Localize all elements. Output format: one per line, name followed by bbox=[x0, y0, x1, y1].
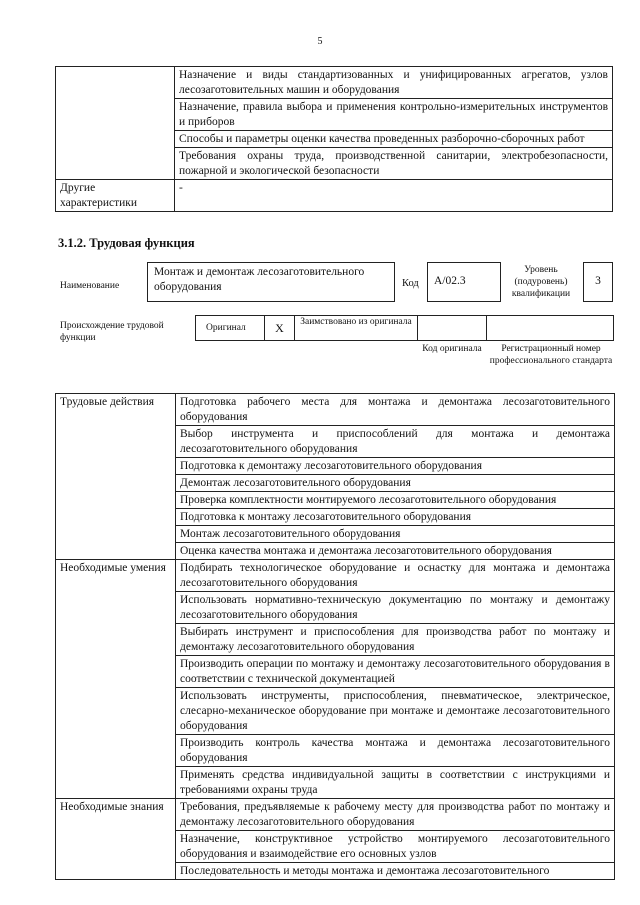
reg-number-label: Регистрационный номер профессионального стандарта bbox=[489, 344, 613, 366]
table-row: Проверка комплектности монтируемого лесозаготовительного оборудования bbox=[176, 492, 615, 509]
section-heading: 3.1.2. Трудовая функция bbox=[58, 236, 195, 250]
table-row: Использовать инструменты, приспособления, пневматическое, электрическое, слесарно-механическое оборудование при монтаже и демонтаже лесозаготовительного оборудования bbox=[176, 688, 615, 735]
labor-function-table bbox=[55, 393, 615, 880]
other-characteristics-value: - bbox=[175, 180, 613, 212]
code-label: Код bbox=[402, 278, 419, 289]
table-row: Последовательность и методы монтажа и демонтажа лесозаготовительного bbox=[176, 863, 615, 880]
table-row: Выбор инструмента и приспособлений для монтажа и демонтажа лесозаготовительного оборудования bbox=[176, 426, 615, 458]
function-name-value: Монтаж и демонтаж лесозаготовительного оборудования bbox=[154, 266, 365, 293]
table-row: Назначение, конструктивное устройство монтируемого лесозаготовительного оборудования и взаимодействие его основных узлов bbox=[176, 831, 615, 863]
table-row: Подготовка к демонтажу лесозаготовительного оборудования bbox=[176, 458, 615, 475]
table-row: Монтаж лесозаготовительного оборудования bbox=[176, 526, 615, 543]
table-row: Производить операции по монтажу и демонтажу лесозаготовительного оборудования в соответствии с технической документацией bbox=[176, 656, 615, 688]
table-row: Использовать нормативно-техническую документацию по монтажу и демонтажу лесозаготовительного оборудования bbox=[176, 592, 615, 624]
table-row: Оценка качества монтажа и демонтажа лесозаготовительного оборудования bbox=[176, 543, 615, 560]
table-row: Назначение и виды стандартизованных и унифицированных агрегатов, узлов лесозаготовительных машин и оборудования bbox=[175, 67, 613, 99]
original-cell bbox=[195, 315, 265, 341]
table-row: Способы и параметры оценки качества проведенных разборочно-сборочных работ bbox=[175, 131, 613, 148]
reg-number-cell bbox=[486, 315, 614, 341]
original-mark-cell bbox=[264, 315, 295, 341]
table-row: Выбирать инструмент и приспособления для производства работ по монтажу и демонтажу лесозаготовительного оборудования bbox=[176, 624, 615, 656]
page-number: 5 bbox=[317, 36, 323, 47]
original-mark: X bbox=[275, 321, 284, 335]
original-label: Оригинал bbox=[206, 323, 246, 333]
borrowed-label: Заимствовано из оригинала bbox=[300, 317, 412, 327]
table-row: Подготовка рабочего места для монтажа и демонтажа лесозаготовительного оборудования bbox=[176, 394, 615, 426]
other-characteristics-label: Другие характеристики bbox=[56, 180, 175, 212]
table-row: Производить контроль качества монтажа и демонтажа лесозаготовительного оборудования bbox=[176, 735, 615, 767]
table-row: Требования, предъявляемые к рабочему месту для производства работ по монтажу и демонтажу лесозаготовительного оборудования bbox=[176, 799, 615, 831]
level-label: Уровень (подуровень) квалификации bbox=[511, 265, 571, 299]
code-value: A/02.3 bbox=[434, 275, 466, 287]
level-box bbox=[583, 262, 613, 302]
table-row: Подготовка к монтажу лесозаготовительного оборудования bbox=[176, 509, 615, 526]
knowledge-label: Необходимые знания bbox=[56, 799, 176, 880]
function-name-box bbox=[147, 262, 395, 302]
level-value: 3 bbox=[595, 275, 601, 287]
top-knowledge-table bbox=[55, 66, 613, 212]
actions-label: Трудовые действия bbox=[56, 394, 176, 560]
table-row: Применять средства индивидуальной защиты в соответствии с инструкциями и требованиями охраны труда bbox=[176, 767, 615, 799]
table-row: Требования охраны труда, производственной санитарии, электробезопасности, пожарной и экологической безопасности bbox=[175, 148, 613, 180]
origin-label: Происхождение трудовой функции bbox=[60, 321, 164, 343]
table-row: Подбирать технологическое оборудование и оснастку для монтажа и демонтажа лесозаготовительного оборудования bbox=[176, 560, 615, 592]
table-row: Демонтаж лесозаготовительного оборудования bbox=[176, 475, 615, 492]
skills-label: Необходимые умения bbox=[56, 560, 176, 799]
borrowed-cell bbox=[294, 315, 418, 341]
name-label: Наименование bbox=[60, 281, 120, 291]
table-row: Назначение, правила выбора и применения контрольно-измерительных инструментов и приборов bbox=[175, 99, 613, 131]
code-original-label: Код оригинала bbox=[422, 344, 482, 354]
code-box bbox=[427, 262, 501, 302]
code-original-cell bbox=[417, 315, 487, 341]
empty-label-cell bbox=[56, 67, 175, 180]
